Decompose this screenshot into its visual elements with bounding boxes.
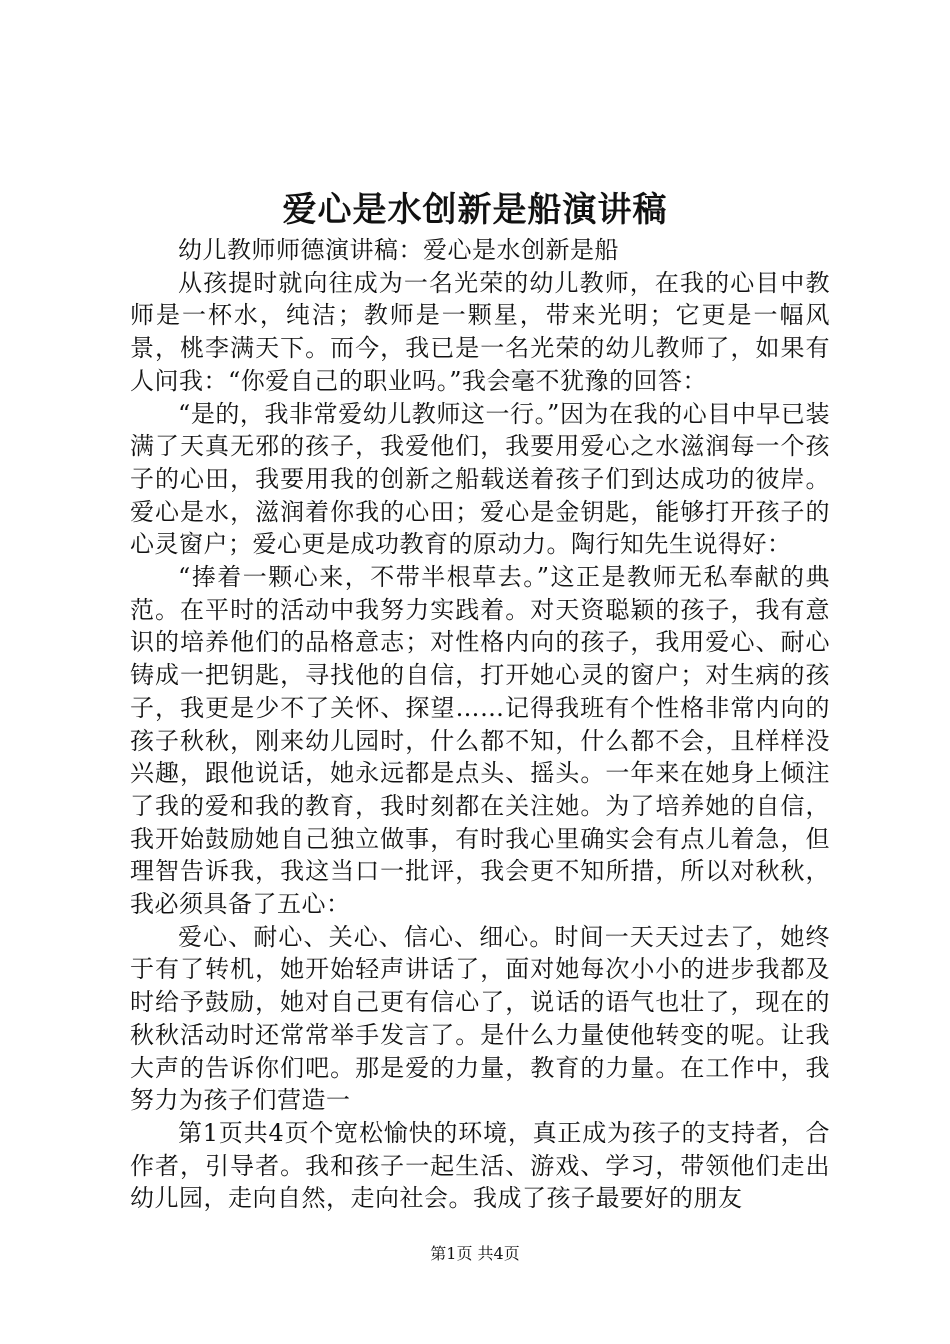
document-body — [130, 234, 830, 1215]
paragraph-4: 爱心、耐心、关心、信心、细心。时间一天天过去了，她终于有了转机，她开始轻声讲话了，面对她每次小小的进步我都及时给予鼓励，她对自己更有信心了，说话的语气也壮了，现在的秋秋活动时还常常举手发言了。是什么力量使他转变的呢。让我大声的告诉你们吧。那是爱的力量，教育的力量。在工作中，我努力为孩子们营造一 — [130, 922, 830, 1115]
document-title: 爱心是水创新是船演讲稿 — [282, 190, 668, 230]
paragraph-1: 从孩提时就向往成为一名光荣的幼儿教师，在我的心目中教师是一杯水，纯洁；教师是一颗星，带来光明；它更是一幅风景，桃李满天下。而今，我已是一名光荣的幼儿教师了，如果有人问我：“你爱自己的职业吗。”我会毫不犹豫的回答： — [130, 268, 830, 395]
page-footer: 第1页 共4页 — [430, 1244, 520, 1263]
paragraph-3: “捧着一颗心来，不带半根草去。”这正是教师无私奉献的典范。在平时的活动中我努力实践着。对天资聪颖的孩子，我有意识的培养他们的品格意志；对性格内向的孩子，我用爱心、耐心铸成一把钥匙，寻找他的自信，打开她心灵的窗户；对生病的孩子，我更是少不了关怀、探望……记得我班有个性格非常内向的孩子秋秋，刚来幼儿园时，什么都不知，什么都不会，且样样没兴趣，跟他说话，她永远都是点头、摇头。一年来在她身上倾注了我的爱和我的教育，我时刻都在关注她。为了培养她的自信，我开始鼓励她自己独立做事，有时我心里确实会有点儿着急，但理智告诉我，我这当口一批评，我会更不知所措，所以对秋秋，我必须具备了五心： — [130, 563, 830, 919]
paragraph-5: 第1页共4页个宽松愉快的环境，真正成为孩子的支持者，合作者，引导者。我和孩子一起生活、游戏、学习，带领他们走出幼儿园，走向自然，走向社会。我成了孩子最要好的朋友 — [130, 1118, 830, 1213]
paragraph-subtitle: 幼儿教师师德演讲稿：爱心是水创新是船 — [178, 236, 619, 264]
paragraph-2: “是的，我非常爱幼儿教师这一行。”因为在我的心目中早已装满了天真无邪的孩子，我爱他们，我要用爱心之水滋润每一个孩子的心田，我要用我的创新之船载送着孩子们到达成功的彼岸。爱心是水，滋润着你我的心田；爱心是金钥匙，能够打开孩子的心灵窗户；爱心更是成功教育的原动力。陶行知先生说得好： — [130, 399, 830, 559]
